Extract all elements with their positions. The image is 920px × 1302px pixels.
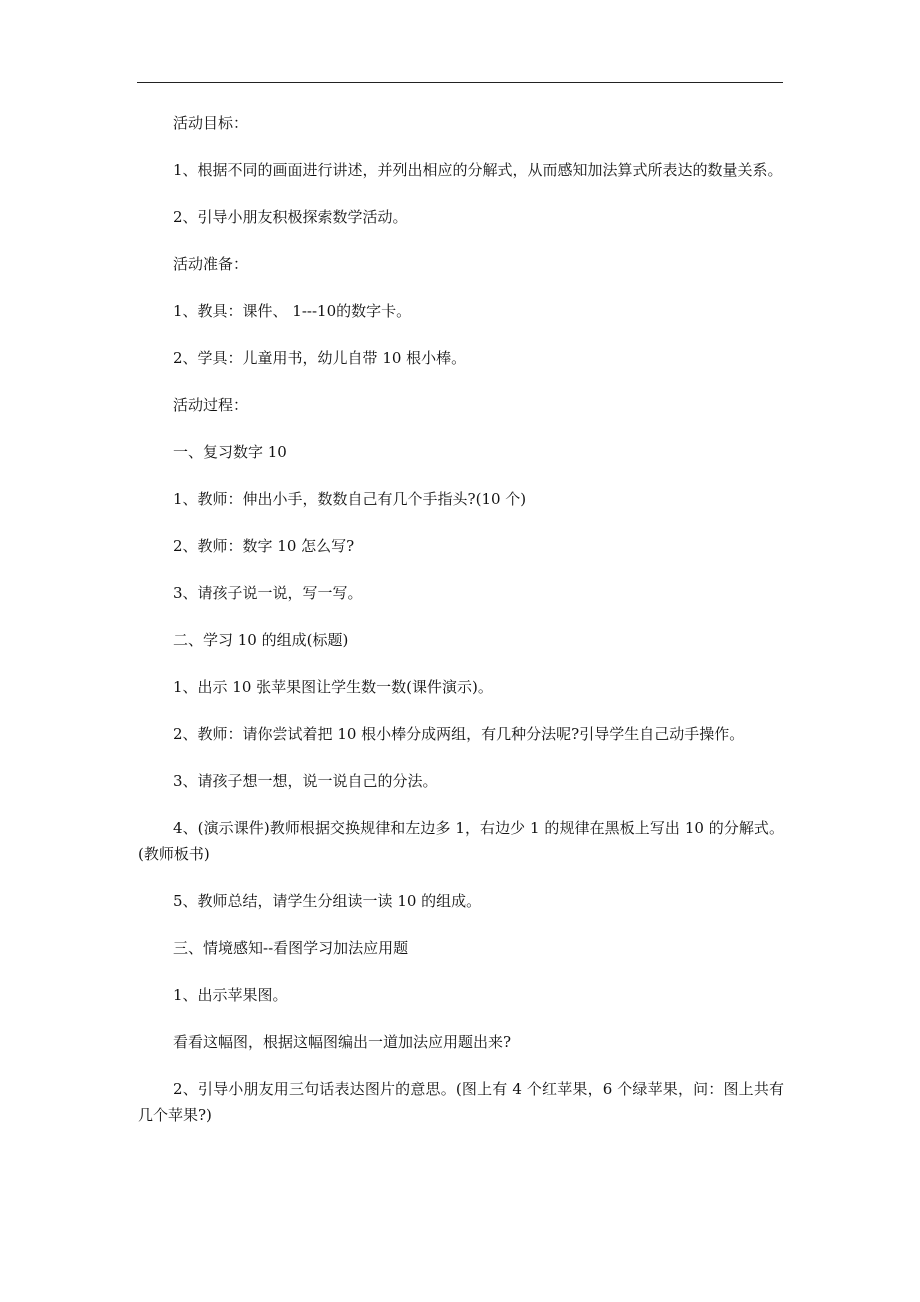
heading-activity-preparation: 活动准备： (173, 255, 249, 273)
preparation-item-2: 2、学具：儿童用书，幼儿自带 10 根小棒。 (173, 349, 467, 367)
review-item-3: 3、请孩子说一说，写一写。 (173, 584, 363, 602)
goal-item-2: 2、引导小朋友积极探索数学活动。 (173, 208, 408, 226)
review-item-1: 1、教师：伸出小手，数数自己有几个手指头?(10 个) (173, 490, 527, 508)
perception-item-2: 2、引导小朋友用三句话表达图片的意思。(图上有 4 个红苹果，6 个绿苹果，问：图上共有几个苹果?) (138, 1080, 784, 1124)
composition-item-1: 1、出示 10 张苹果图让学生数一数(课件演示)。 (173, 678, 493, 696)
composition-item-3: 3、请孩子想一想，说一说自己的分法。 (173, 772, 438, 790)
perception-item-1: 1、出示苹果图。 (173, 986, 288, 1004)
document-body (138, 110, 784, 1128)
section-learn-composition: 二、学习 10 的组成(标题) (173, 631, 349, 649)
section-situational-perception: 三、情境感知--看图学习加法应用题 (173, 939, 409, 957)
review-item-2: 2、教师：数字 10 怎么写? (173, 537, 355, 555)
heading-activity-goals: 活动目标： (173, 114, 249, 132)
preparation-item-1: 1、教具：课件、 1---10的数字卡。 (173, 302, 412, 320)
section-review-number-10: 一、复习数字 10 (173, 443, 287, 461)
composition-item-2: 2、教师：请你尝试着把 10 根小棒分成两组，有几种分法呢?引导学生自己动手操作。 (173, 725, 745, 743)
goal-item-1: 1、根据不同的画面进行讲述，并列出相应的分解式，从而感知加法算式所表达的数量关系。 (173, 161, 783, 179)
header-rule (137, 82, 783, 83)
composition-item-4: 4、(演示课件)教师根据交换规律和左边多 1，右边少 1 的规律在黑板上写出 10 的分解式。(教师板书) (138, 819, 784, 863)
perception-question: 看看这幅图，根据这幅图编出一道加法应用题出来? (173, 1033, 512, 1051)
heading-activity-process: 活动过程： (173, 396, 249, 414)
composition-item-5: 5、教师总结，请学生分组读一读 10 的组成。 (173, 892, 482, 910)
